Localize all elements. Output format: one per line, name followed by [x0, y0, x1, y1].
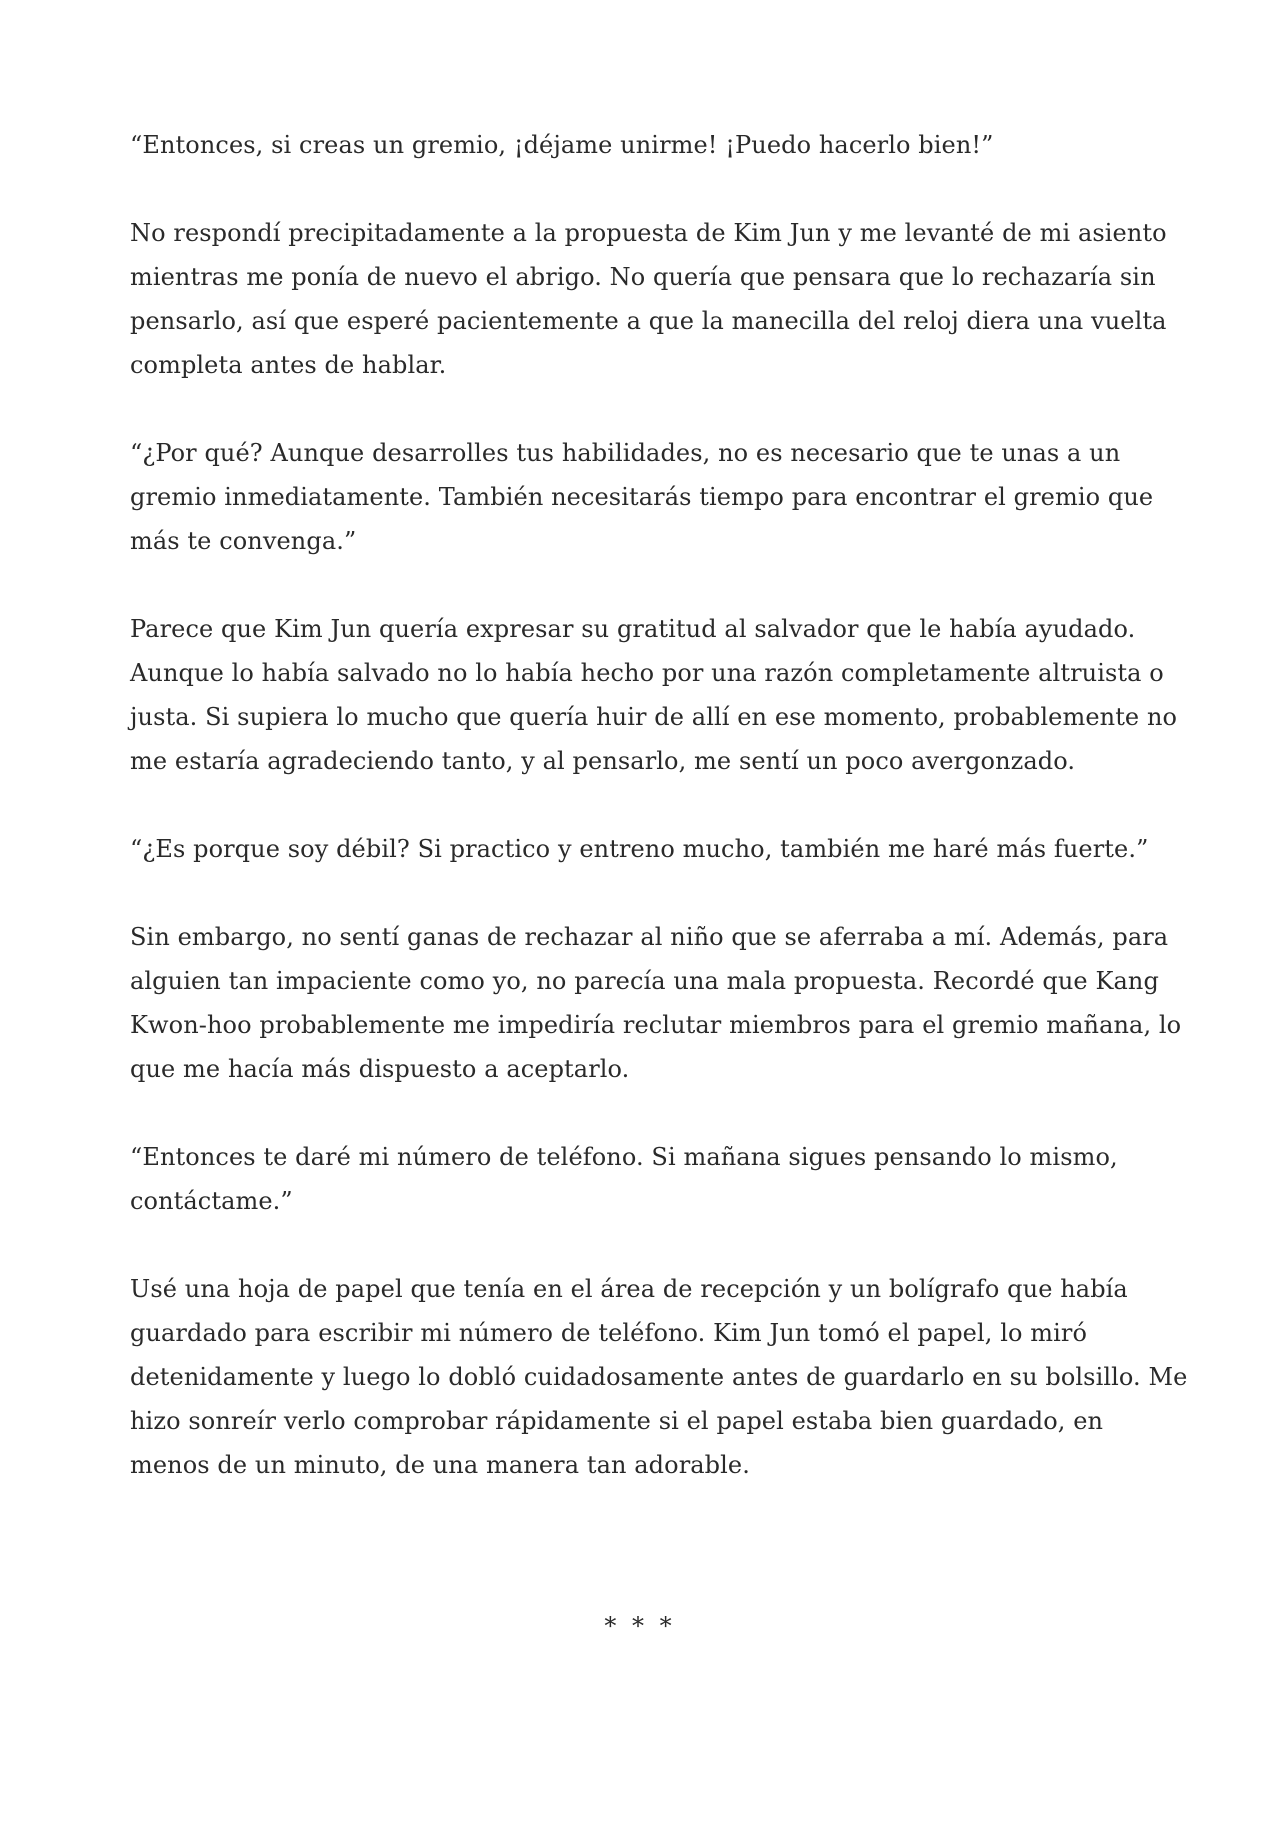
- paragraph-dialogue-why: “¿Por qué? Aunque desarrolles tus habilidades, no es necesario que te unas a un gremio inmediatamente. También necesitarás tiempo para encontrar el gremio que más te convenga.”: [130, 439, 1154, 555]
- paragraph-narration-gratitude: Parece que Kim Jun quería expresar su gratitud al salvador que le había ayudado. Aunque lo había salvado no lo había hecho por una razón completamente altruista o justa. Si supiera lo mucho que quería huir de allí en ese momento, probablemente no me estaría agradeciendo tanto, y al pensarlo, me sentí un poco avergonzado.: [130, 615, 1178, 775]
- paragraph-dialogue-weak: “¿Es porque soy débil? Si practico y entreno mucho, también me haré más fuerte.”: [130, 835, 1149, 863]
- paragraph-narration-accept: Sin embargo, no sentí ganas de rechazar al niño que se aferraba a mí. Además, para alguien tan impaciente como yo, no parecía una mala propuesta. Recordé que Kang Kwon-hoo probablemente me impediría reclutar miembros para el gremio mañana, lo que me hacía más dispuesto a aceptarlo.: [130, 923, 1182, 1083]
- scene-break-separator: * * *: [604, 1612, 676, 1640]
- paragraph-dialogue-join-guild: “Entonces, si creas un gremio, ¡déjame unirme! ¡Puedo hacerlo bien!”: [130, 131, 994, 159]
- paragraph-dialogue-phone: “Entonces te daré mi número de teléfono. Si mañana sigues pensando lo mismo, contáctame.”: [130, 1143, 1118, 1215]
- story-body: [130, 123, 1190, 1531]
- paragraph-narration-paper: Usé una hoja de papel que tenía en el área de recepción y un bolígrafo que había guardado para escribir mi número de teléfono. Kim Jun tomó el papel, lo miró detenidamente y luego lo dobló cuidadosamente antes de guardarlo en su bolsillo. Me hizo sonreír verlo comprobar rápidamente si el papel estaba bien guardado, en menos de un minuto, de una manera tan adorable.: [130, 1275, 1188, 1479]
- paragraph-narration-response: No respondí precipitadamente a la propuesta de Kim Jun y me levanté de mi asiento mientras me ponía de nuevo el abrigo. No quería que pensara que lo rechazaría sin pensarlo, así que esperé pacientemente a que la manecilla del reloj diera una vuelta completa antes de hablar.: [130, 219, 1167, 379]
